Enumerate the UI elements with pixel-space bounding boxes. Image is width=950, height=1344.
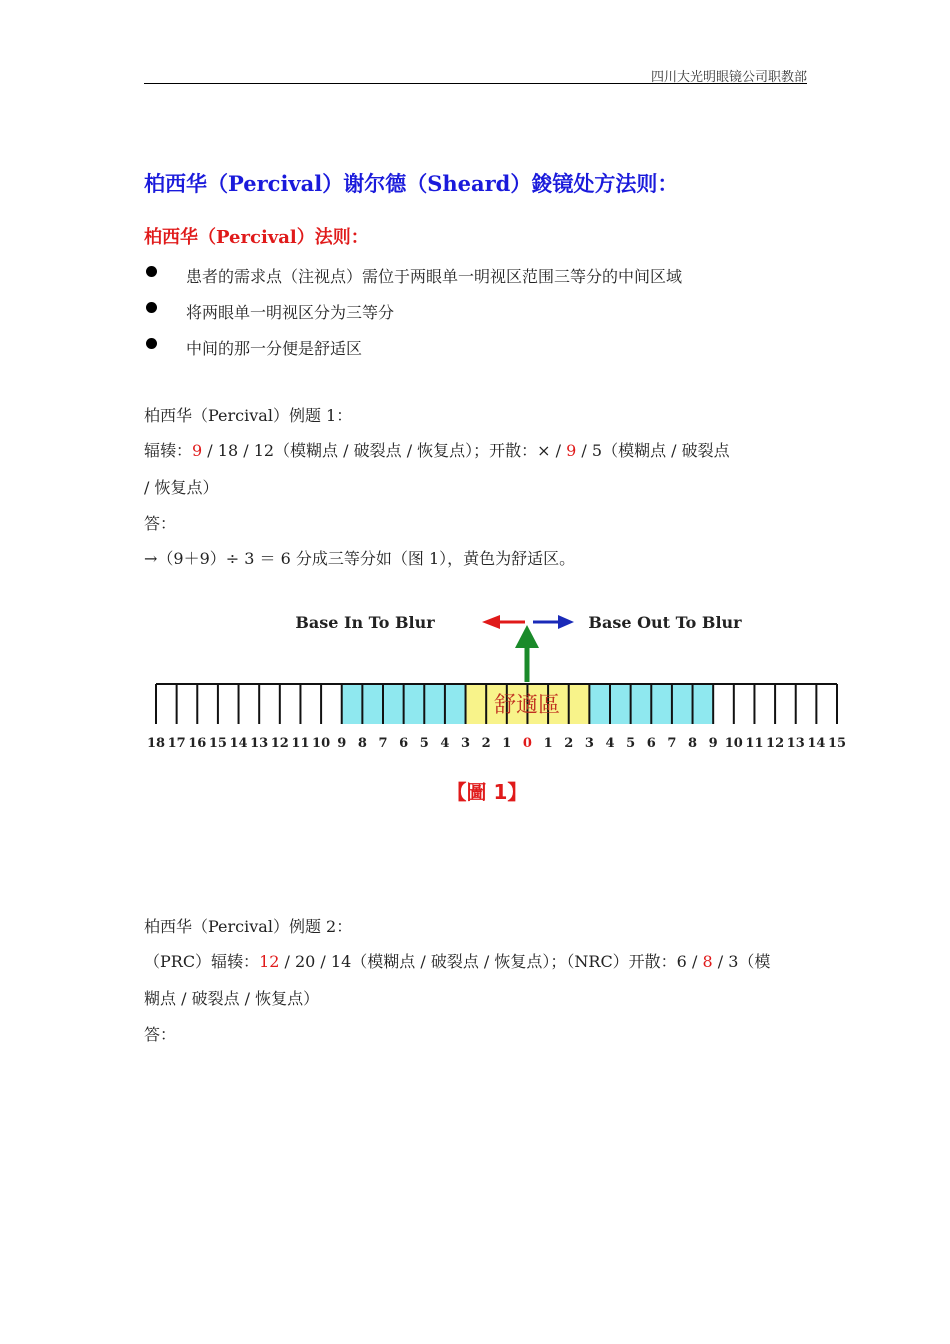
bullet-text: 患者的需求点（注视点）需位于两眼单一明视区范围三等分的中间区域: [186, 267, 683, 286]
scale-number: 5: [419, 736, 429, 751]
example2-line1: [144, 949, 770, 972]
red-value: 12: [259, 952, 280, 971]
text: 辐辏：: [144, 441, 193, 460]
scale-number: 14: [229, 736, 248, 751]
scale-number: 6: [646, 736, 656, 751]
bullet-text: 将两眼单一明视区分为三等分: [186, 303, 395, 322]
scale-number: 8: [357, 736, 367, 751]
scale-number: 12: [270, 736, 289, 751]
example1-answer-label: 答：: [144, 514, 177, 533]
scale-number: 2: [481, 736, 491, 751]
scale-number: 4: [605, 736, 615, 751]
scale-number: 12: [766, 736, 785, 751]
scale-number: 3: [461, 736, 471, 751]
text: / 18 / 12（模糊点 / 破裂点 / 恢复点）；开散：× /: [202, 441, 567, 460]
red-value: 8: [702, 952, 713, 971]
scale-number: 7: [378, 736, 388, 751]
bullet-dot: [146, 302, 157, 313]
scale-number: 4: [440, 736, 450, 751]
example1-answer: →（9＋9）÷ 3 ＝ 6 分成三等分如（图 1），黄色为舒适区。: [144, 549, 576, 568]
scale-number: 6: [399, 736, 409, 751]
comfort-zone-figure: [140, 600, 860, 812]
example2-answer-label: 答：: [144, 1025, 177, 1044]
bullet-item: [144, 302, 395, 322]
document-title: 柏西华（Percival）谢尔德（Sheard）鋑镜处方法则：: [144, 171, 679, 196]
scale-number: 15: [208, 736, 227, 751]
comfort-zone-label: 舒適區: [493, 693, 561, 718]
bullet-dot: [146, 338, 157, 349]
text: / 20 / 14（模糊点 / 破裂点 / 恢复点）；（NRC）开散：6 /: [279, 952, 703, 971]
scale-number: 1: [543, 736, 553, 751]
bullet-item: [144, 266, 683, 286]
scale-number: 16: [188, 736, 207, 751]
example1-line1: [144, 438, 730, 461]
right-arrow: [533, 615, 574, 629]
scale-number: 18: [146, 736, 166, 751]
example1-heading: 柏西华（Percival）例题 1：: [144, 406, 353, 425]
scale-number: 11: [745, 736, 764, 751]
scale-number: 11: [291, 736, 310, 751]
scale-number: 10: [724, 736, 743, 751]
scale-number: 2: [564, 736, 574, 751]
text: （PRC）辐辏：: [144, 952, 260, 971]
scale-number: 3: [584, 736, 594, 751]
figure-caption: 【圖 1】: [446, 780, 528, 804]
scale-number: 10: [312, 736, 331, 751]
scale-number: 9: [708, 736, 718, 751]
scale-number: 15: [827, 736, 847, 751]
example2-heading: 柏西华（Percival）例题 2：: [144, 917, 353, 936]
scale-number: 1: [502, 736, 512, 751]
scale-number: 9: [337, 736, 347, 751]
text: / 5（模糊点 / 破裂点: [576, 441, 730, 460]
left-arrow: [482, 615, 525, 629]
example1-line2: / 恢复点）: [144, 478, 219, 497]
scale-number: 0: [522, 736, 532, 751]
bullet-text: 中间的那一分便是舒适区: [186, 339, 363, 358]
base-in-label: Base In To Blur: [295, 613, 435, 632]
bullet-item: [144, 338, 363, 358]
text: / 3（模: [712, 952, 771, 971]
scale-number: 13: [786, 736, 805, 751]
up-arrow: [515, 625, 539, 682]
base-out-label: Base Out To Blur: [588, 613, 742, 632]
scale-number: 13: [250, 736, 269, 751]
section-heading: 柏西华（Percival）法则：: [144, 227, 369, 248]
red-value: 9: [192, 441, 203, 460]
scale-number: 14: [807, 736, 826, 751]
header-rule: [144, 83, 807, 84]
scale-number: 8: [688, 736, 698, 751]
bullet-dot: [146, 266, 157, 277]
scale-number: 17: [167, 736, 186, 751]
scale-number: 7: [667, 736, 677, 751]
red-value: 9: [566, 441, 577, 460]
scale-number: 5: [626, 736, 636, 751]
header-org: 四川大光明眼镜公司职教部: [650, 70, 807, 85]
example2-line2: 糊点 / 破裂点 / 恢复点）: [144, 989, 320, 1008]
scale-numbers: [147, 736, 846, 751]
